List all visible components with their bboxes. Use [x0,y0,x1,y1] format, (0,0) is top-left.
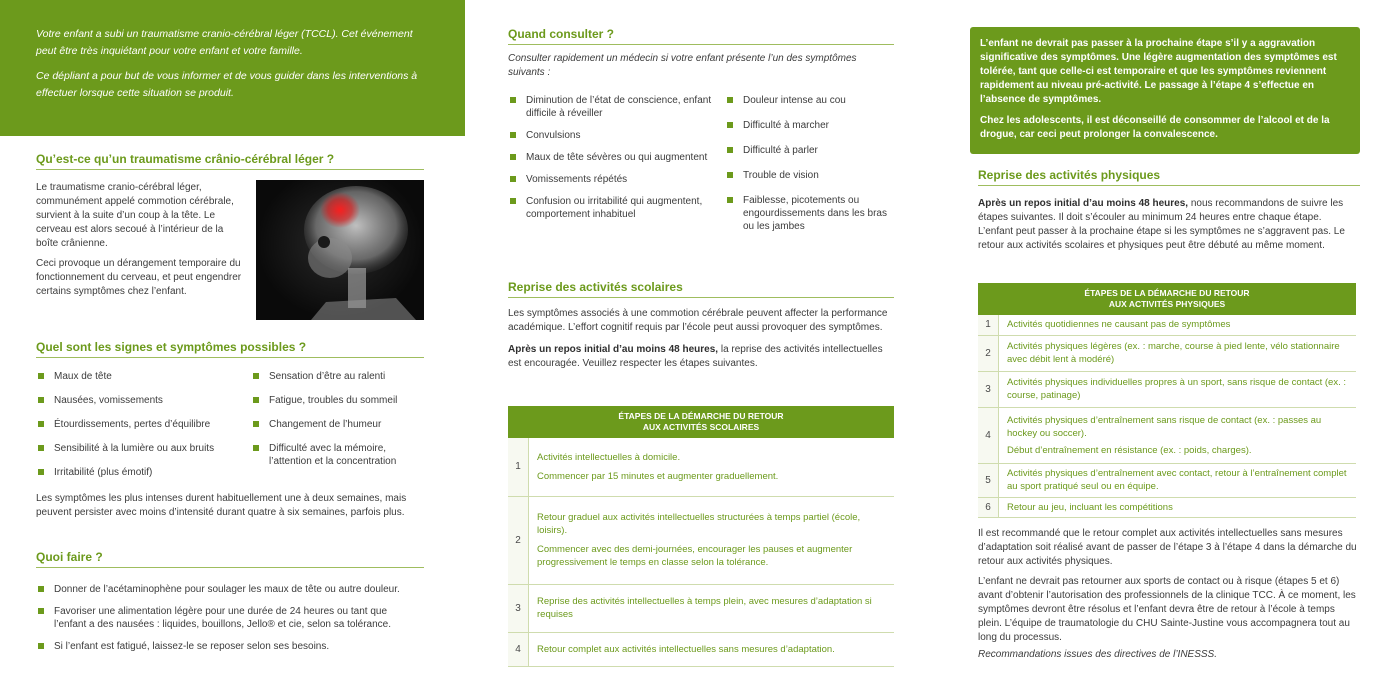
intro-paragraph-1: Votre enfant a subi un traumatisme cranio-cérébral léger (TCCL). Cet événement peut être très inquiétant pour votre enfant et votre famille. [36,28,413,57]
school-rest-bold: Après un repos initial d’au moins 48 heures, [508,344,719,355]
table-row [978,335,1356,371]
list-item: Sensation d’être au ralenti [253,370,431,383]
table-row [508,632,894,666]
section-title-physical: Reprise des activités physiques [978,168,1360,186]
consult-list-left [510,94,720,221]
list-item: Difficulté à marcher [727,119,892,132]
physical-rest-bold: Après un repos initial d’au moins 48 heures, [978,198,1189,209]
section-title-todo: Quoi faire ? [36,550,424,568]
what-paragraph-2: Ceci provoque un dérangement temporaire du fonctionnement du cerveau, et peut engendrer certains symptômes chez l’enfant. [36,258,242,297]
closing-paragraph-1: Il est recommandé que le retour complet aux activités intellectuelles sans mesures d’adaptation soit réalisé avant de passer de l’étape 3 à l’étape 4 dans la démarche du retour aux activités physiques. [978,528,1357,567]
school-paragraph-2 [508,343,894,371]
list-item: Diminution de l’état de conscience, enfant difficile à réveiller [510,94,720,120]
step-text: Activités intellectuelles à domicile. [537,451,681,463]
table-row [978,463,1356,497]
source-note: Recommandations issues des directives de l’INESSS. [978,649,1217,660]
table-row [508,584,894,632]
school-table-header: ÉTAPES DE LA DÉMARCHE DU RETOUR AUX ACTIVITÉS SCOLAIRES [508,406,894,438]
physical-steps-table [978,283,1356,518]
school-rest-text: la reprise des activités intellectuelles est encouragée. Veuillez respecter les étapes suivantes. [508,344,883,369]
step-number: 1 [508,438,529,496]
list-item: Difficulté à parler [727,144,892,157]
step-text: Activités quotidiennes ne causant pas de symptômes [999,315,1357,335]
warning-paragraph-2: Chez les adolescents, il est déconseillé de consommer de l’alcool et de la drogue, car ceci peut prolonger la convalescence. [980,115,1330,140]
step-text: Activités physiques individuelles propres à un sport, sans risque de contact (ex. : course, patinage) [999,371,1357,407]
list-item: Étourdissements, pertes d’équilibre [38,418,250,431]
step-number: 3 [978,371,999,407]
closing-paragraph-2: L’enfant ne devrait pas retourner aux sports de contact ou à risque (étapes 5 et 6) avant d’obtenir l’autorisation des professionnels de la clinique TCC. À ce moment, les symptômes devront être résolus et l’enfant devra être de retour à l’école à temps plein. L’équipe de traumatologie du CHU Sainte-Justine vous accompagnera tout au long du processus. [978,576,1356,643]
step-number: 2 [508,496,529,584]
list-item: Faiblesse, picotements ou engourdissements dans les bras ou les jambes [727,194,892,233]
table-row [508,438,894,496]
list-item: Douleur intense au cou [727,94,892,107]
signs-duration-paragraph: Les symptômes les plus intenses durent habituellement une à deux semaines, mais peuvent persister avec moins d’intensité durant quatre à six semaines, parfois plus. [36,493,407,518]
list-item: Irritabilité (plus émotif) [38,466,250,479]
step-text: Retour au jeu, incluant les compétitions [999,497,1357,517]
section-title-school: Reprise des activités scolaires [508,280,894,298]
list-item: Maux de tête [38,370,250,383]
consult-list-right [727,94,892,233]
step-text: Activités physiques d’entraînement sans risque de contact (ex. : passes au hockey ou soccer). [1007,414,1322,439]
physical-rest-text: nous recommandons de suivre les étapes suivantes. Il doit s’écouler au minimum 24 heures entre chaque étape. L’enfant peut passer à la prochaine étape si les symptômes ne s’aggravent pas. Le retour aux activités scolaires et physiques peut être débuté au même moment. [978,198,1345,251]
list-item: Convulsions [510,129,720,142]
step-text: Activités physiques légères (ex. : marche, course à pied lente, vélo stationnaire avec débit lent à modéré) [999,335,1357,371]
school-steps-table [508,406,894,667]
list-item: Donner de l’acétaminophène pour soulager les maux de tête ou autre douleur. [38,583,422,596]
school-paragraph-1: Les symptômes associés à une commotion cérébrale peuvent affecter la performance académique. L’effort cognitif requis par l’école peut aussi provoquer des symptômes. [508,308,888,333]
step-text: Reprise des activités intellectuelles à temps plein, avec mesures d’adaptation si requises [529,584,895,632]
step-subtext: Début d’entraînement en résistance (ex. : poids, charges). [1007,444,1252,456]
list-item: Maux de tête sévères ou qui augmentent [510,151,720,164]
table-row [978,315,1356,335]
list-item: Difficulté avec la mémoire, l’attention et la concentration [253,442,431,468]
warning-paragraph-1: L’enfant ne devrait pas passer à la prochaine étape s’il y a aggravation significative des symptômes. Une légère augmentation des symptômes est tolérée, tant que celle-ci est temporaire et que les symptômes reviennent rapidement au niveau pré-activité. Le passage à l’étape 4 s’effectue en l’absence de symptômes. [980,38,1337,105]
what-paragraph-1: Le traumatisme cranio-cérébral léger, communément appelé commotion cérébrale, survient à la suite d’un coup à la tête. Le cerveau est alors secoué à l’intérieur de la boîte crânienne. [36,182,234,249]
list-item: Si l’enfant est fatigué, laissez-le se reposer selon ses besoins. [38,640,422,653]
step-text: Activités physiques d’entraînement avec contact, retour à l’entraînement complet au sport pratiqué seul ou en équipe. [999,463,1357,497]
list-item: Confusion ou irritabilité qui augmentent, comportement inhabituel [510,195,720,221]
step-number: 5 [978,463,999,497]
warning-box [970,27,1360,154]
intro-box [0,0,465,136]
step-number: 4 [978,407,999,463]
section-title-what: Qu’est-ce qu’un traumatisme crânio-cérébral léger ? [36,152,424,170]
signs-list-right [253,370,431,468]
todo-list [38,583,422,653]
table-row [978,407,1356,463]
step-number: 3 [508,584,529,632]
list-item: Sensibilité à la lumière ou aux bruits [38,442,250,455]
table-row [978,497,1356,517]
section-title-signs: Quel sont les signes et symptômes possibles ? [36,340,424,358]
list-item: Favoriser une alimentation légère pour une durée de 24 heures ou tant que l’enfant a des nausées : liquides, bouillons, Jello® et cie, selon sa tolérance. [38,605,422,631]
head-xray-icon [256,180,424,320]
step-subtext: Commencer par 15 minutes et augmenter graduellement. [537,470,779,482]
physical-paragraph [978,197,1358,253]
consult-intro: Consulter rapidement un médecin si votre enfant présente l’un des symptômes suivants : [508,53,857,78]
intro-paragraph-2: Ce dépliant a pour but de vous informer et de vous guider dans les interventions à effectuer lorsque cette situation se produit. [36,70,418,99]
list-item: Trouble de vision [727,169,892,182]
step-subtext: Commencer avec des demi-journées, encourager les pauses et augmenter progressivement le temps en classe selon la tolérance. [537,544,853,568]
table-row [978,371,1356,407]
list-item: Changement de l’humeur [253,418,431,431]
list-item: Vomissements répétés [510,173,720,186]
step-number: 2 [978,335,999,371]
table-row [508,496,894,584]
step-text: Retour graduel aux activités intellectuelles structurées à temps partiel (école, loisirs). [537,512,861,536]
step-number: 6 [978,497,999,517]
section-title-consult: Quand consulter ? [508,27,894,45]
physical-table-header: ÉTAPES DE LA DÉMARCHE DU RETOUR AUX ACTIVITÉS PHYSIQUES [978,283,1356,315]
head-xray-image [256,180,424,320]
step-text: Retour complet aux activités intellectuelles sans mesures d’adaptation. [529,632,895,666]
list-item: Nausées, vomissements [38,394,250,407]
signs-list-left [38,370,250,479]
column-left [0,0,465,652]
step-number: 1 [978,315,999,335]
list-item: Fatigue, troubles du sommeil [253,394,431,407]
step-number: 4 [508,632,529,666]
